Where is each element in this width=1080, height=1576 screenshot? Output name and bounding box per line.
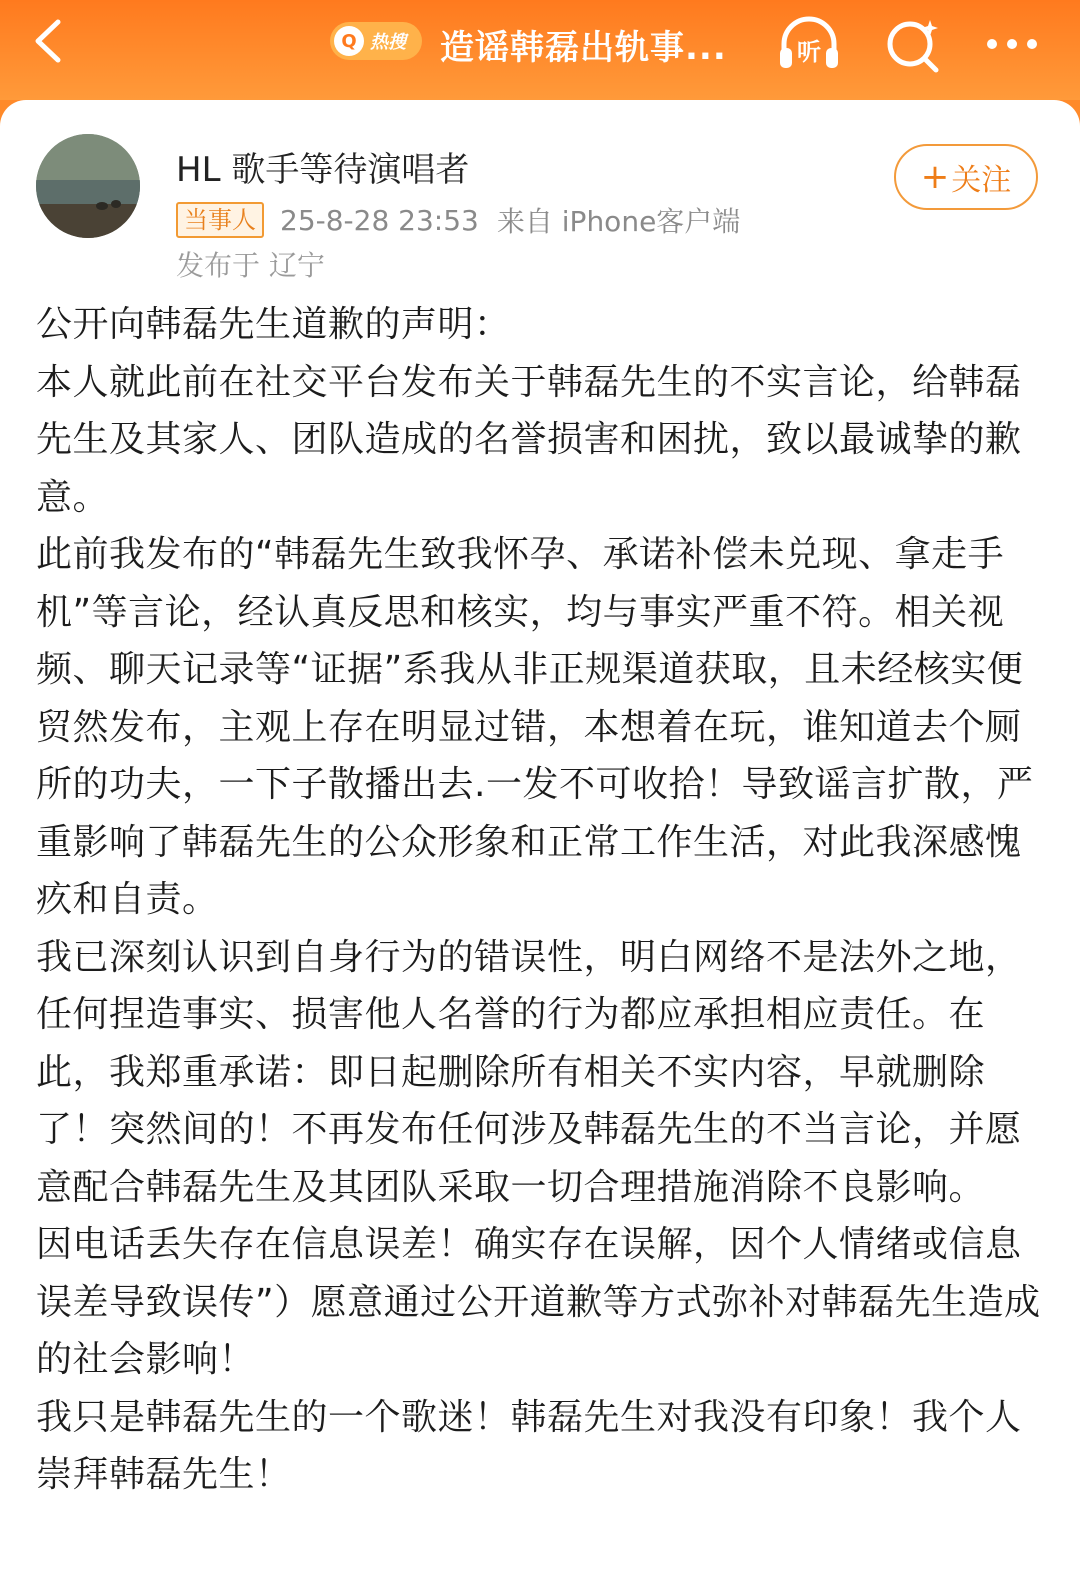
- post-paragraph: 此前我发布的“韩磊先生致我怀孕、承诺补偿未兑现、拿走手机”等言论，经认真反思和核实，均与事实严重不符。相关视频、聊天记录等“证据”系我从非正规渠道获取，且未经核实便贸然发布，主观上存在明显过错，本想着在玩，谁知道去个厕所的功夫，一下子散播出去.一发不可收拾！导致谣言扩散，严重影响了韩磊先生的公众形象和正常工作生活，对此我深感愧疚和自责。: [36, 534, 1034, 920]
- post-paragraph: 我只是韩磊先生的一个歌迷！韩磊先生对我没有印象！我个人崇拜韩磊先生！: [36, 1396, 1022, 1495]
- published-location: 发布于 辽宁: [176, 249, 325, 282]
- page-title: 造谣韩磊出轨事...: [440, 28, 727, 68]
- search-button[interactable]: [880, 14, 950, 74]
- back-button[interactable]: [28, 16, 68, 66]
- listen-label: 听: [797, 38, 821, 66]
- headphones-icon: [774, 14, 844, 74]
- post-card: [0, 100, 1080, 1576]
- avatar-image: [36, 134, 140, 238]
- party-tag: 当事人: [176, 202, 264, 238]
- search-icon: Q: [334, 26, 364, 56]
- post-meta: [176, 200, 740, 240]
- hot-search-label: 热搜: [370, 32, 406, 53]
- username[interactable]: HL 歌手等待演唱者: [176, 150, 470, 190]
- chevron-left-icon: [28, 16, 68, 66]
- more-button[interactable]: [980, 14, 1050, 74]
- listen-button[interactable]: [774, 14, 844, 74]
- post-source: 来自 iPhone客户端: [496, 205, 741, 238]
- follow-button[interactable]: [894, 144, 1038, 210]
- top-bar: [0, 0, 1080, 100]
- more-icon: [980, 14, 1050, 74]
- post-paragraph: 本人就此前在社交平台发布关于韩磊先生的不实言论，给韩磊先生及其家人、团队造成的名誉损害和困扰，致以最诚挚的歉意。: [36, 361, 1022, 518]
- post-time: 25-8-28 23:53: [280, 203, 479, 237]
- search-icon: [880, 14, 950, 74]
- hot-search-badge[interactable]: [330, 22, 422, 60]
- post-paragraph: 公开向韩磊先生道歉的声明：: [36, 304, 511, 345]
- follow-label: 关注: [951, 163, 1012, 198]
- post-content: [36, 296, 1046, 1504]
- avatar[interactable]: [36, 134, 140, 238]
- plus-icon: +: [920, 157, 950, 197]
- post-paragraph: 我已深刻认识到自身行为的错误性，明白网络不是法外之地，任何捏造事实、损害他人名誉的行为都应承担相应责任。在此，我郑重承诺：即日起删除所有相关不实内容，早就删除了！突然间的！不再发布任何涉及韩磊先生的不当言论，并愿意配合韩磊先生及其团队采取一切合理措施消除不良影响。: [36, 936, 1022, 1208]
- post-paragraph: 因电话丢失存在信息误差！确实存在误解，因个人情绪或信息误差导致误传”）愿意通过公开道歉等方式弥补对韩磊先生造成的社会影响！: [36, 1224, 1041, 1380]
